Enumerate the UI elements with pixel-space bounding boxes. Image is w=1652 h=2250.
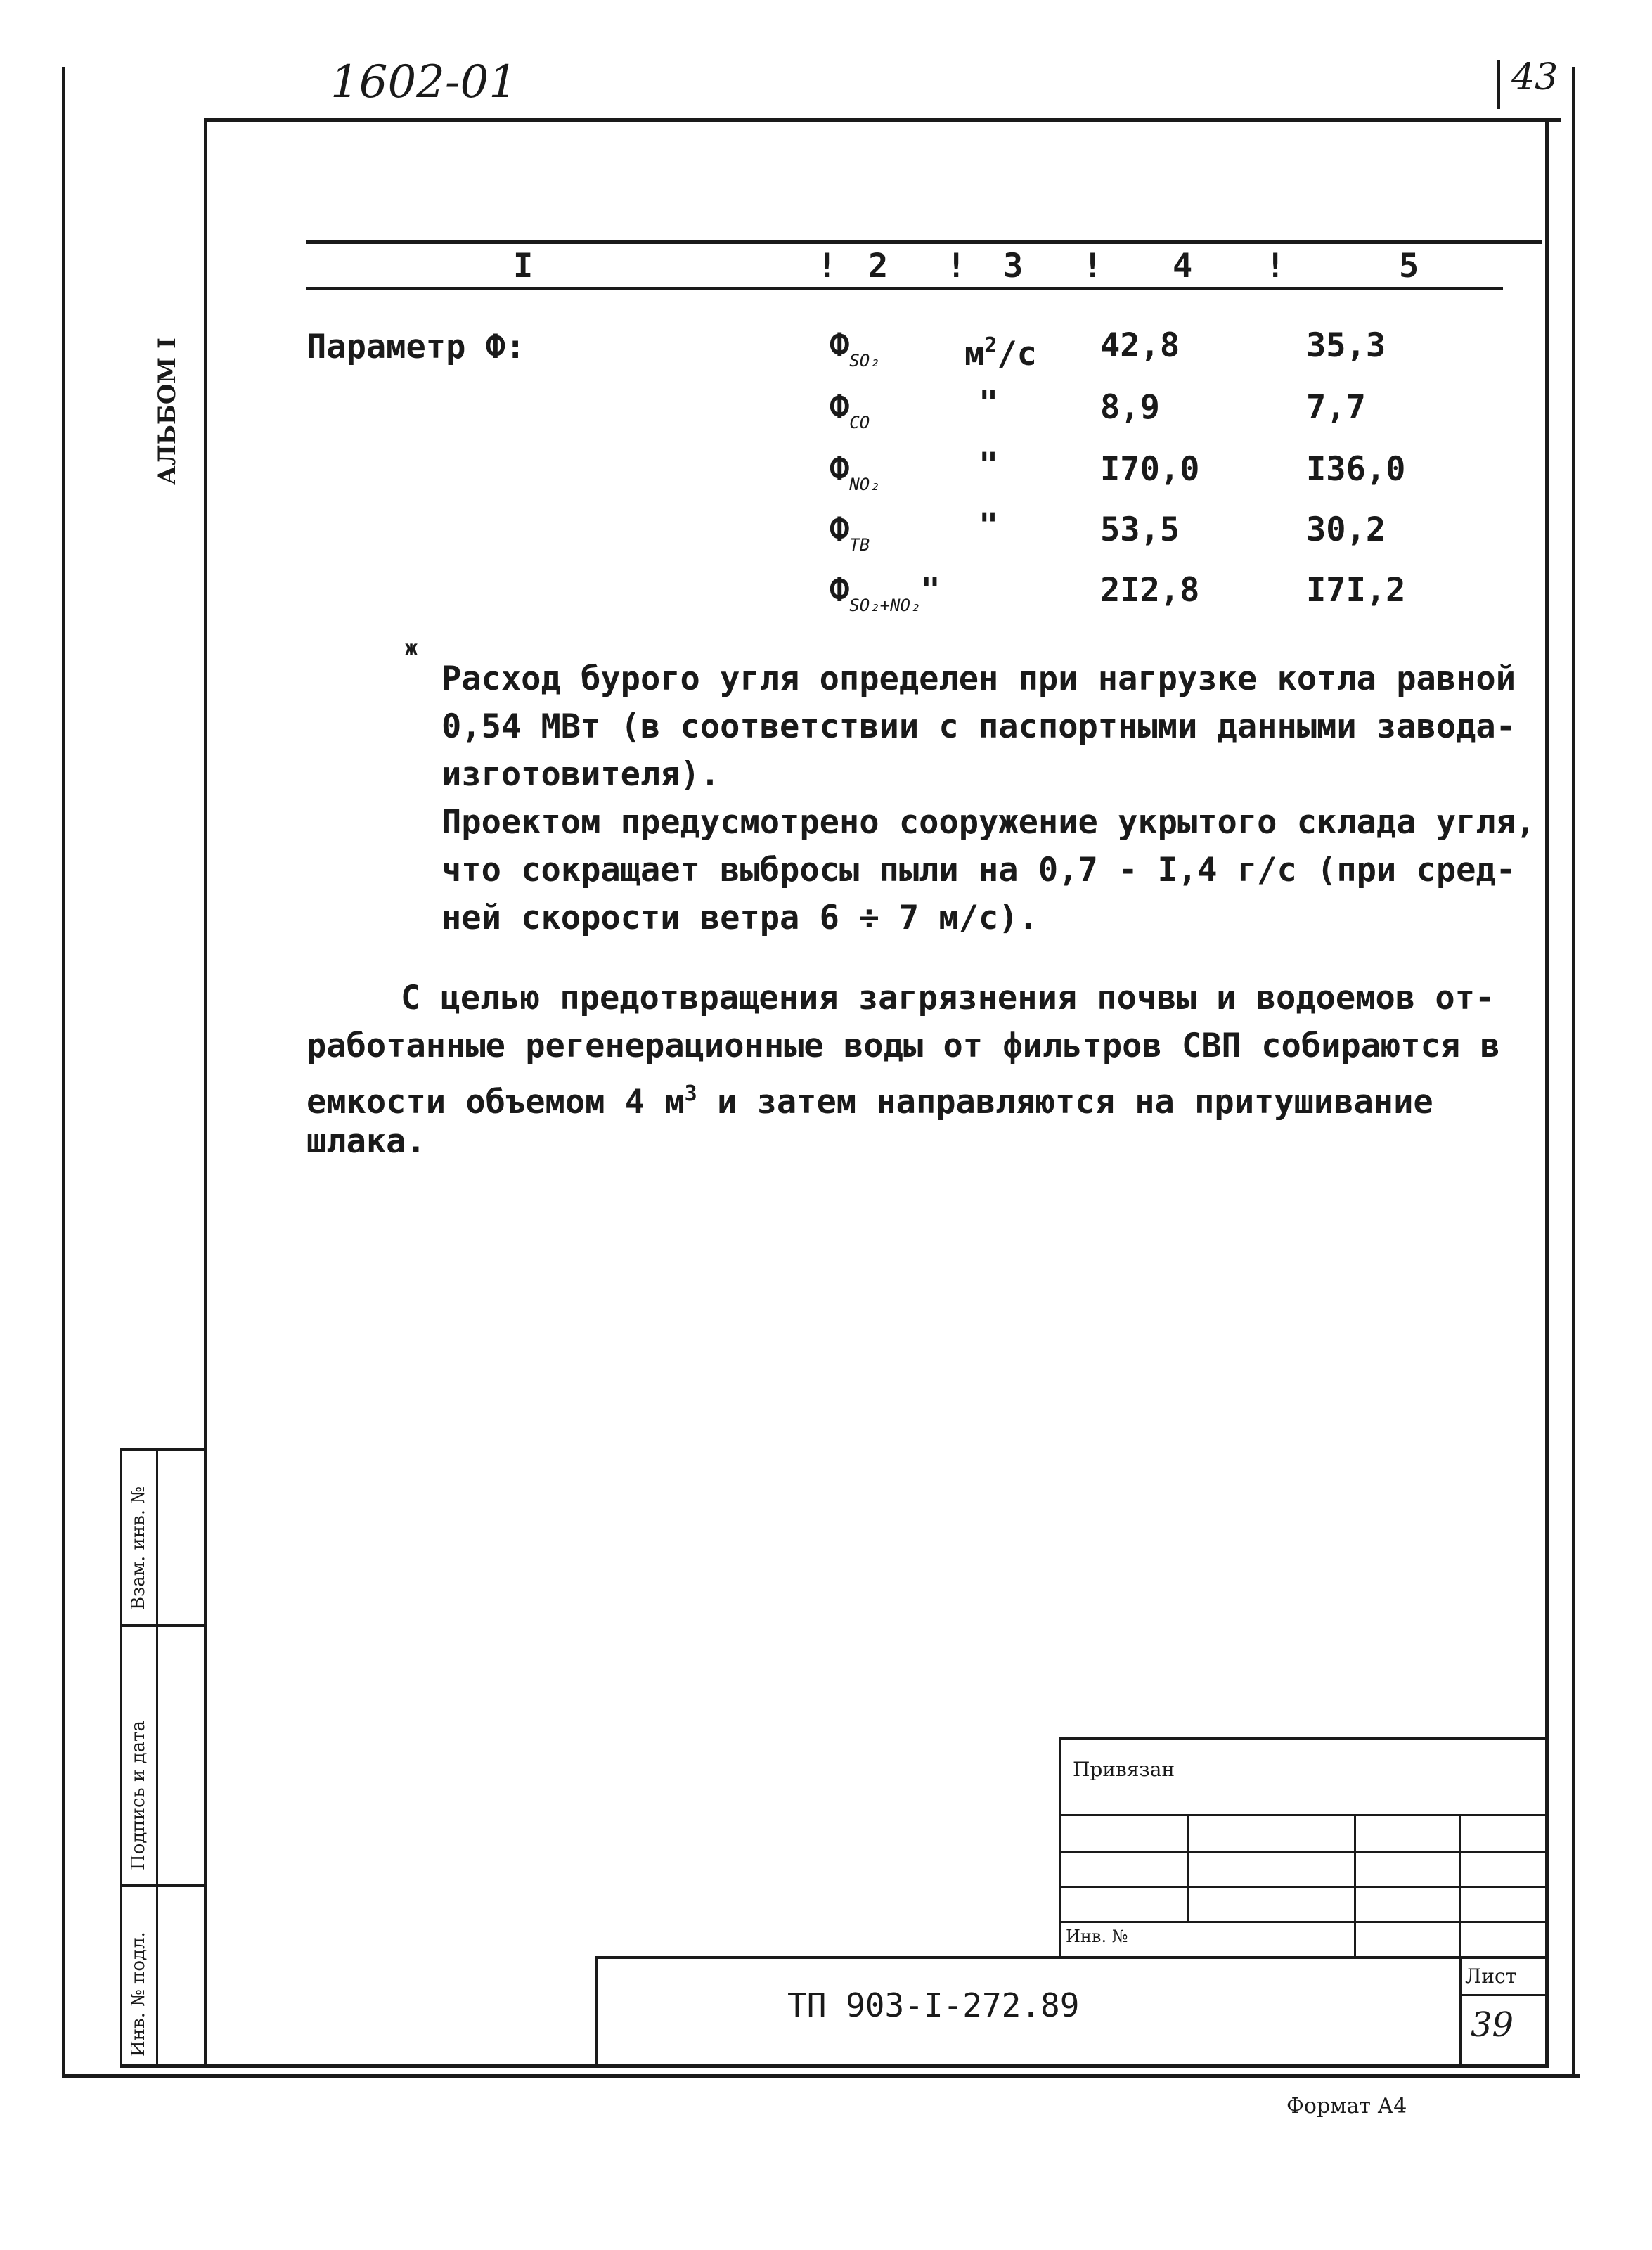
row-symbol: $Ф_{CO}$ xyxy=(830,388,870,432)
inv-label: Инв. № xyxy=(1066,1927,1128,1946)
stamp-row-2 xyxy=(120,1884,205,1887)
tb-main-left xyxy=(595,1956,598,2066)
footnote-line: Проектом предусмотрено сооружение укрытого склада угля, xyxy=(441,803,1536,842)
inner-frame-left xyxy=(204,118,207,2067)
tb-grid-row-2 xyxy=(1059,1851,1547,1853)
bound-label: Привязан xyxy=(1073,1758,1175,1781)
row-value-4: I70,0 xyxy=(1100,450,1200,489)
stamp-col-divider xyxy=(156,1448,158,2067)
col-header-2: 2 xyxy=(868,247,889,285)
stamp-outer-left xyxy=(120,1448,122,2067)
page-number: 43 xyxy=(1511,56,1559,98)
row-value-5: 7,7 xyxy=(1306,388,1366,427)
footnote-mark: ж xyxy=(405,636,418,661)
table-header-rule xyxy=(306,287,1503,290)
col-sep-2: ! xyxy=(946,247,967,285)
stamp-cell-inventory: Инв. № подл. xyxy=(128,1931,149,2057)
row-value-5: I36,0 xyxy=(1306,450,1406,489)
page-number-mark xyxy=(1497,60,1500,109)
footnote-line: 0,54 МВт (в соответствии с паспортными данными завода- xyxy=(441,707,1516,746)
row-symbol: $Ф_{NO_2}$ xyxy=(830,450,880,494)
stamp-row-1 xyxy=(120,1624,205,1627)
stamp-cell-replace: Взам. инв. № xyxy=(128,1486,149,1610)
inner-frame-top xyxy=(204,118,1561,122)
inner-frame-right xyxy=(1545,118,1549,2067)
document-code: ТП 903-I-272.89 xyxy=(787,1986,1080,2024)
footnote-line: ней скорости ветра 6 ÷ 7 м/с). xyxy=(441,899,1038,937)
paragraph-line: работанные регенерационные воды от фильтров СВП собираются в xyxy=(306,1027,1500,1065)
inner-frame-bottom xyxy=(120,2064,1549,2068)
col-header-4: 4 xyxy=(1173,247,1193,285)
tb-upper-left xyxy=(1059,1737,1061,1958)
tb-grid-col-3 xyxy=(1459,1814,1461,1958)
row-value-4: 2I2,8 xyxy=(1100,571,1200,610)
outer-frame-bottom xyxy=(62,2074,1580,2078)
side-album-label: АЛЬБОМ I xyxy=(153,338,181,485)
row-value-4: 42,8 xyxy=(1100,326,1180,365)
footnote-line: Расход бурого угля определен при нагрузке котла равной xyxy=(441,660,1516,698)
sheet-label: Лист xyxy=(1465,1965,1517,1988)
tb-grid-row-1 xyxy=(1059,1814,1547,1816)
tb-grid-col-2 xyxy=(1354,1814,1356,1958)
tb-grid-col-1 xyxy=(1187,1814,1189,1921)
row-unit: $м^2/с$ xyxy=(964,333,1037,373)
row-symbol: $Ф_{SO_2}$ xyxy=(830,326,880,371)
col-header-3: 3 xyxy=(1003,247,1024,285)
col-header-5: 5 xyxy=(1399,247,1419,285)
footnote-line: изготовителя). xyxy=(441,755,721,794)
table-top-rule xyxy=(306,240,1542,244)
paragraph-line: емкости объемом 4 $м^3$ и затем направляются на притушивание xyxy=(306,1081,1433,1121)
parameter-label: Параметр Ф: xyxy=(306,328,526,366)
col-sep-3: ! xyxy=(1083,247,1103,285)
col-sep-1: ! xyxy=(817,247,837,285)
format-label: Формат А4 xyxy=(1286,2094,1407,2119)
row-unit: " xyxy=(979,384,999,423)
paragraph-line: С целью предотвращения загрязнения почвы и водоемов от- xyxy=(401,979,1495,1017)
tb-upper-top xyxy=(1059,1737,1547,1740)
footnote-line: что сокращает выбросы пыли на 0,7 - I,4 г/с (при сред- xyxy=(441,851,1516,889)
row-unit: " xyxy=(979,446,999,484)
row-value-5: 35,3 xyxy=(1306,326,1386,365)
outer-frame-right xyxy=(1572,67,1575,2078)
row-value-5: I7I,2 xyxy=(1306,571,1406,610)
outer-frame-left xyxy=(62,67,65,2078)
stamp-cell-signature: Подпись и дата xyxy=(128,1721,149,1870)
tb-main-top xyxy=(595,1956,1547,1959)
row-value-4: 53,5 xyxy=(1100,510,1180,549)
col-sep-4: ! xyxy=(1265,247,1286,285)
row-symbol: $Ф_{ТВ}$ xyxy=(830,510,870,555)
row-unit: " xyxy=(979,506,999,545)
handwritten-code: 1602-01 xyxy=(330,56,517,108)
stamp-top xyxy=(120,1448,205,1451)
tb-grid-row-3 xyxy=(1059,1886,1547,1888)
col-header-1: I xyxy=(513,247,534,285)
tb-sheet-divider xyxy=(1459,1956,1462,2066)
row-symbol: $Ф_{SO_2+NO_2}$" xyxy=(830,571,941,615)
sheet-number: 39 xyxy=(1471,2005,1514,2045)
paragraph-line: шлака. xyxy=(306,1122,426,1161)
row-value-4: 8,9 xyxy=(1100,388,1160,427)
tb-grid-row-4 xyxy=(1059,1921,1547,1923)
tb-sheet-row xyxy=(1459,1994,1547,1996)
row-value-5: 30,2 xyxy=(1306,510,1386,549)
